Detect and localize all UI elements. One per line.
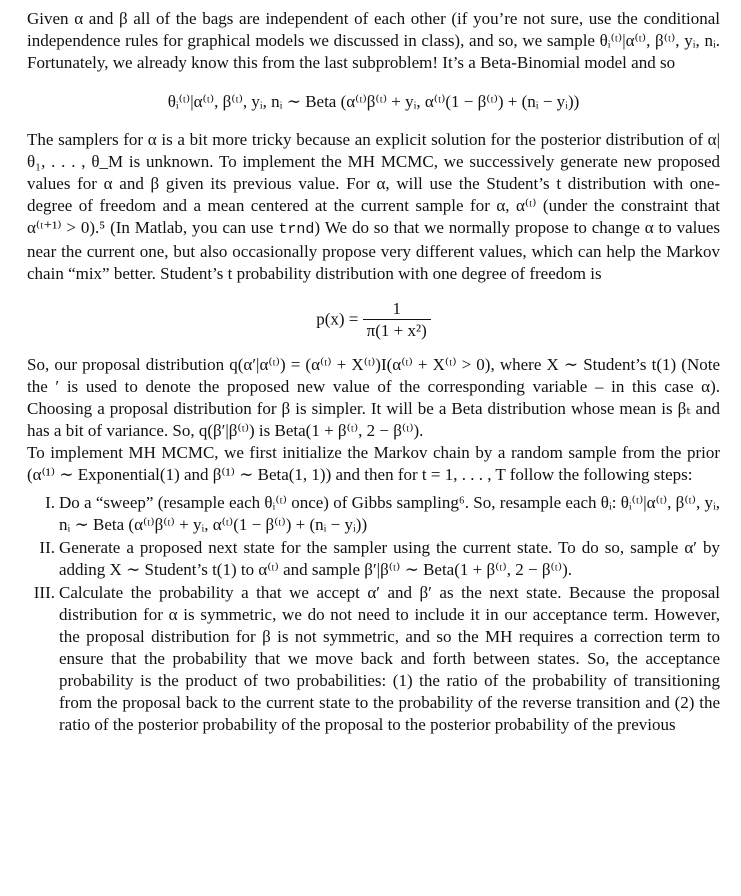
step-text: Calculate the probability a that we accept α′ and β′ as the next state. Because the proposal distribution for α is symmetric, we do not need to include it in our acceptance term. However, the proposal distribution for β is not symmetric, and so the MH requires a correction term to ensure that the probability that we move back and forth between states. So, the acceptance probability is the product of two probabilities: (1) the ratio of the probability of transitioning from the proposal back to the current state to the probability of the reverse transition and (2) the ratio of the posterior probability of the proposal to the posterior probability of the previous <box>59 583 720 734</box>
step-item <box>39 537 720 581</box>
paragraph-alpha-sampler-text: The samplers for α is a bit more tricky because an explicit solution for the posterior distribution of α|θ₁, . . . , θ_M is unknown. To implement the MH MCMC, we successively generate new proposed values for α and β given its previous value. For α, will use the Student’s t distribution with one-degree of freedom and a mean centered at the current sample for α, α⁽ᵗ⁾ (under the constraint that α⁽ᵗ⁺¹⁾ > 0).⁵ (In Matlab, you can use <box>27 130 720 237</box>
paragraph-alpha-sampler <box>27 129 720 285</box>
paragraph-proposal-distribution: So, our proposal distribution q(α′|α⁽ᵗ⁾) = (α⁽ᵗ⁾ + X⁽ᵗ⁾)I(α⁽ᵗ⁾ + X⁽ᵗ⁾ > 0), where X ∼ Student’s t(1) (Note the ′ is used to denote the proposed new value of the corresponding variable – in this case α). Choosing a proposal distribution for β is simpler. It will be a Beta distribution whose mean is βₜ and has a bit of variance. So, q(β′|β⁽ᵗ⁾) is Beta(1 + β⁽ᵗ⁾, 2 − β⁽ᵗ⁾). <box>27 355 720 440</box>
step-label: II. <box>39 538 55 557</box>
equation-beta-binomial: θᵢ⁽ᵗ⁾|α⁽ᵗ⁾, β⁽ᵗ⁾, yᵢ, nᵢ ∼ Beta (α⁽ᵗ⁾β⁽ᵗ⁾ + yᵢ, α⁽ᵗ⁾(1 − β⁽ᵗ⁾) + (nᵢ − yᵢ)) <box>167 92 580 111</box>
paragraph-alpha-sampler-end: ) We do so that we normally propose to change α to values near the current one, but also occasionally propose very different values, which can help the Markov chain “mix” better. Student’s t probability distribution with one degree of freedom is <box>27 218 721 283</box>
equation-student-t <box>27 299 720 342</box>
step-item <box>33 582 720 736</box>
fraction-numerator: 1 <box>363 299 431 320</box>
fraction-denominator: π(1 + x²) <box>366 321 427 340</box>
step-label: I. <box>45 493 55 512</box>
steps-list <box>27 492 720 736</box>
paragraph-gibbs-intro: Given α and β all of the bags are independent of each other (if you’re not sure, use the conditional independence rules for graphical models we discussed in class), and so, we sample θᵢ⁽ᵗ⁾|α⁽ᵗ⁾, β⁽ᵗ⁾, yᵢ, nᵢ. Fortunately, we already know this from the last subproblem! It’s a Beta-Binomial model and so <box>27 9 720 72</box>
step-text: Do a “sweep” (resample each θᵢ⁽ᵗ⁾ once) of Gibbs sampling⁶. So, resample each θᵢ: θᵢ⁽ᵗ⁾|α⁽ᵗ⁾, β⁽ᵗ⁾, yᵢ, nᵢ ∼ Beta (α⁽ᵗ⁾β⁽ᵗ⁾ + yᵢ, α⁽ᵗ⁾(1 − β⁽ᵗ⁾) + (nᵢ − yᵢ)) <box>59 493 720 534</box>
code-trnd: trnd <box>278 221 315 238</box>
equation-student-t-lhs: p(x) = <box>316 309 359 329</box>
step-item <box>45 492 720 536</box>
step-label: III. <box>33 583 55 602</box>
step-text: Generate a proposed next state for the sampler using the current state. To do so, sample α′ by adding X ∼ Student’s t(1) to α⁽ᵗ⁾ and sample β′|β⁽ᵗ⁾ ∼ Beta(1 + β⁽ᵗ⁾, 2 − β⁽ᵗ⁾). <box>59 538 720 579</box>
paragraph-mh-init: To implement MH MCMC, we first initialize the Markov chain by a random sample from the prior (α⁽¹⁾ ∼ Exponential(1) and β⁽¹⁾ ∼ Beta(1, 1)) and then for t = 1, . . . , T follow the following steps: <box>27 443 720 484</box>
equation-student-t-fraction <box>363 299 431 342</box>
